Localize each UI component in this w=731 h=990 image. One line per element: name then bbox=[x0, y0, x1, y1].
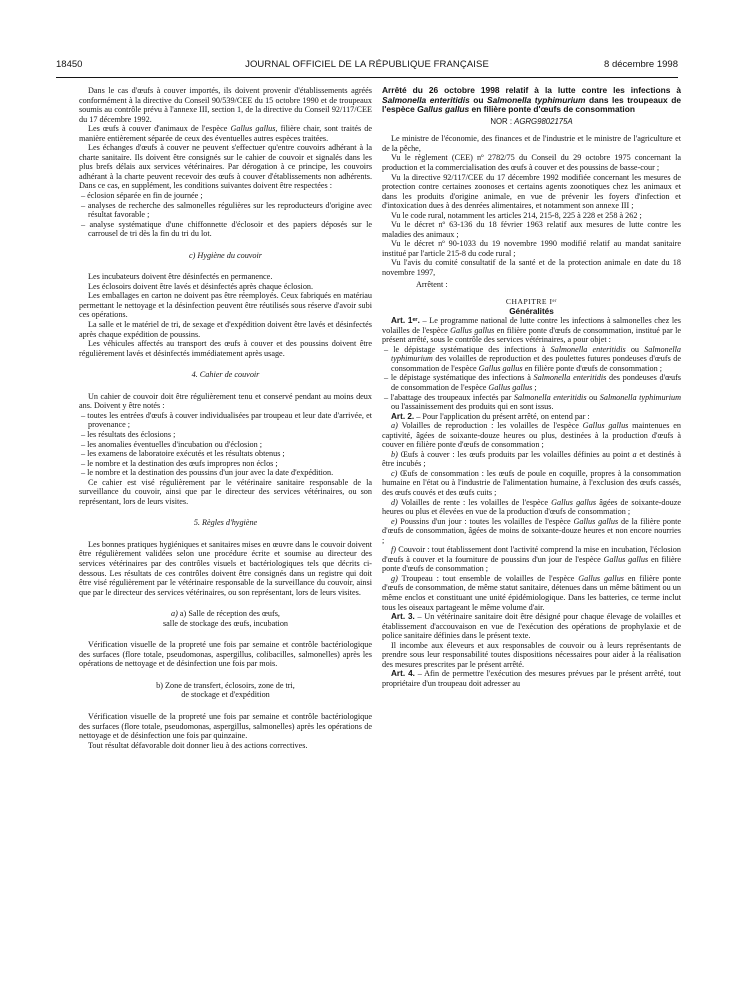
definition: f) Couvoir : tout établissement dont l'activité comprend la mise en incubation, l'éclosion d'œufs à couver et la fourniture de poussins d'un jour de l'espèce Gallus gallus en filière ponte d'œufs de consommation ; bbox=[382, 545, 681, 574]
issue-date: 8 décembre 1998 bbox=[604, 59, 678, 70]
paragraph: Il incombe aux éleveurs et aux responsables de couvoir ou à leurs représentants de prendre sous leur responsabilité toutes dispositions nécessaires pour aider à la réalisation des mesures prescrites par le présent arrêté. bbox=[382, 640, 681, 669]
list-item: – le dépistage systématique des infections à Salmonella enteritidis ou Salmonella typhimurium des volailles de reproduction et des poulettes futures pondeuses d'œufs de consommation de l'espèce Gallus gallus en filière ponte d'œufs de consommation ; bbox=[384, 344, 681, 373]
paragraph: Un cahier de couvoir doit être régulièrement tenu et conservé pendant au moins deux ans. Doivent y être notés : bbox=[79, 391, 372, 411]
paragraph: Dans le cas d'œufs à couver importés, ils doivent provenir d'établissements agréés conformément à la directive du Conseil 90/539/CEE du 15 octobre 1990 et de troupeaux soumis au contrôle prévu à l'annexe III, section 1, de la directive du Conseil 92/117/CEE du 17 décembre 1992. bbox=[79, 86, 372, 124]
definition: a) Volailles de reproduction : les volailles de l'espèce Gallus gallus maintenues en captivité, âgées de soixante-douze heures ou plus, destinées à la production d'œufs à couver en filière ponte d'œufs de consommation ; bbox=[382, 421, 682, 450]
paragraph: Tout résultat défavorable doit donner lieu à des actions correctives. bbox=[88, 740, 308, 750]
paragraph: Vu le règlement (CEE) nº 2782/75 du Conseil du 29 octobre 1975 concernant la production et la commercialisation des œufs à couver et des poussins de basse-cour ; bbox=[382, 153, 681, 172]
article-1: Art. 1ᵉʳ. – Le programme national de lutte contre les infections à salmonelles chez les volailles de l'espèce Gallus gallus en filière ponte d'œufs de consommation, institué par le présent arrêté, sous le contrôle des services vétérinaires, a pour objet : bbox=[382, 316, 681, 345]
list-item: – le nombre et la destination des poussins d'un jour avec la date d'expédition. bbox=[81, 468, 334, 478]
paragraph: Les bonnes pratiques hygiéniques et sanitaires mises en œuvre dans le couvoir doivent être régulièrement validées selon une procédure écrite et soumise au directeur des services vétérinaires par des contrôles visuels et bactériologiques tels que décrits ci-dessous. Les résultats de ces contrôles doivent être consignés dans un registre qui doit être visé régulièrement par le vétérinaire responsable de la surveillance du couvoir, ainsi que par le directeur des services vétérinaires, ou son représentant, lors de leurs visites. bbox=[79, 539, 372, 597]
decree-title: Arrêté du 26 octobre 1998 relatif à la lutte contre les infections à Salmonella enteritidis ou Salmonella typhimurium dans les troupeaux de l'espèce Gallus gallus en filière ponte d'œufs de consommation bbox=[382, 85, 681, 115]
paragraph: Vu la directive 92/117/CEE du 17 décembre 1992 modifiée concernant les mesures de protection contre certaines zoonoses et certains agents zoonotiques chez les animaux et dans les produits d'origine animale, en vue de prévenir les foyers d'infection et d'intoxication dues à des denrées alimentaires, et notamment son annexe III ; bbox=[382, 172, 681, 211]
paragraph: Les incubateurs doivent être désinfectés en permanence. bbox=[88, 272, 273, 282]
list-item: – le dépistage systématique des infections à Salmonella enteritidis des pondeuses d'œufs de consommation de l'espèce Gallus gallus ; bbox=[384, 373, 681, 392]
list-item: – éclosion séparée en fin de journée ; bbox=[81, 191, 203, 201]
article-3: Art. 3. – Un vétérinaire sanitaire doit être désigné pour chaque élevage de volailles et établissement d'accouvaison en vue de l'exécution des opérations de prophylaxie et de police sanitaire définies dans le présent texte. bbox=[382, 612, 681, 641]
list-item: – l'abattage des troupeaux infectés par Salmonella enteritidis ou Salmonella typhimurium ou l'assainissement des produits qui en sont issus. bbox=[384, 392, 682, 412]
right-column bbox=[382, 86, 681, 689]
paragraph: Ce cahier est visé régulièrement par le vétérinaire sanitaire responsable de la surveillance du couvoir, ainsi que par le directeur des services vétérinaires, ou son représentant, lors de leurs visites. bbox=[79, 477, 372, 506]
section-heading: 4. Cahier de couvoir bbox=[191, 370, 260, 380]
journal-title: JOURNAL OFFICIEL DE LA RÉPUBLIQUE FRANÇAISE bbox=[245, 59, 489, 70]
subsection-heading: b) Zone de transfert, éclosoirs, zone de tri, bbox=[156, 680, 295, 690]
article-2: Art. 2. – Pour l'application du présent arrêté, on entend par : bbox=[391, 411, 590, 421]
paragraph: Vu le décret nº 63-136 du 18 février 1963 relatif aux mesures de lutte contre les maladies des animaux ; bbox=[382, 220, 681, 239]
page-number: 18450 bbox=[56, 59, 83, 70]
paragraph: Vérification visuelle de la propreté une fois par semaine et contrôle bactériologique des surfaces (flore totale, pseudomonas, aspergillus, salmonelles) après les opérations de nettoyage et de désinfection une fois par quinzaine. bbox=[79, 711, 372, 741]
list-item: – les anomalies éventuelles d'incubation ou d'éclosion ; bbox=[81, 439, 262, 449]
definition: c) Œufs de consommation : les œufs de poule en coquille, propres à la consommation humaine en l'état ou à l'industrie de l'alimentation humaine, à l'exclusion des œufs cassés, des œufs couvés et des œufs cuits ; bbox=[382, 468, 681, 498]
subsection-heading: salle de stockage des œufs, incubation bbox=[162, 618, 289, 628]
paragraph: Vu l'avis du comité consultatif de la santé et de la protection animale en date du 18 novembre 1997, bbox=[382, 258, 681, 277]
paragraph: La salle et le matériel de tri, de sexage et d'expédition doivent être lavés et désinfectés après chaque expédition de poussins. bbox=[79, 320, 372, 339]
list-item: – le nombre et la destination des œufs impropres non éclos ; bbox=[81, 458, 278, 468]
paragraph: Vu le décret nº 90-1033 du 19 novembre 1990 modifié relatif au mandat sanitaire institué par l'article 215-8 du code rural ; bbox=[382, 239, 681, 258]
arretent: Arrêtent : bbox=[416, 279, 448, 289]
section-heading: 5. Règles d'hygiène bbox=[193, 518, 258, 528]
subsection-heading: de stockage et d'expédition bbox=[181, 690, 270, 700]
article-4: Art. 4. – Afin de permettre l'exécution des mesures prévues par le présent arrêté, tout propriétaire d'un troupeau doit adresser au bbox=[382, 669, 681, 688]
paragraph: Vu le code rural, notamment les articles 214, 215-8, 225 à 228 et 258 à 262 ; bbox=[391, 210, 642, 220]
list-item: – analyses de recherche des salmonelles régulières sur les reproducteurs d'origine avec résultat favorable ; bbox=[81, 200, 372, 220]
paragraph: Les emballages en carton ne doivent pas être réemployés. Ceux fabriqués en matériau permettant le nettoyage et la désinfection peuvent être réutilisés sous réserve d'avoir subi ces opérations. bbox=[79, 291, 372, 320]
list-item: – analyse systématique d'une chiffonnette d'éclosoir et des papiers déposés sur le carrousel de tri dès la fin du tri du lot. bbox=[81, 219, 372, 239]
section-heading: c) Hygiène du couvoir bbox=[189, 250, 262, 260]
header-rule bbox=[56, 77, 678, 78]
chapter-title: Généralités bbox=[509, 306, 554, 316]
definition: g) Troupeau : tout ensemble de volailles de l'espèce Gallus gallus en filière ponte d'œufs de consommation, de même statut sanitaire, détenues dans un même bâtiment ou un même enclos et constituant une unité épidémiologique. Dans les batteries, ce terme inclut tous les oiseaux partageant le même volume d'air. bbox=[382, 573, 682, 612]
list-item: – toutes les entrées d'œufs à couver individualisées par troupeau et leur date d'arrivée, et provenance ; bbox=[81, 410, 372, 430]
paragraph: Vérification visuelle de la propreté une fois par semaine et contrôle bactériologique des surfaces (flore totale, pseudomonas, aspergillus, colibacilles, salmonelles) après les opérations de nettoyage et de désinfection une fois par mois. bbox=[79, 640, 372, 669]
subsection-heading: a) a) Salle de réception des œufs, bbox=[171, 609, 280, 619]
paragraph: Les véhicules affectés au transport des œufs à couver et des poussins doivent être régulièrement lavés et désinfectés immédiatement après usage. bbox=[79, 339, 372, 358]
paragraph: Les éclosoirs doivent être lavés et désinfectés après chaque éclosion. bbox=[88, 281, 314, 291]
definition: d) Volailles de rente : les volailles de l'espèce Gallus gallus âgées de soixante-douze heures ou plus et élevées en vue de la production d'œufs de consommation ; bbox=[382, 497, 681, 517]
chapter-heading: CHAPITRE Iᵉʳ bbox=[505, 297, 558, 307]
definition: e) Poussins d'un jour : toutes les volailles de l'espèce Gallus gallus de la filière ponte d'œufs de consommation, âgées de moins de soixante-douze heures et non encore nourries ; bbox=[382, 516, 681, 545]
definition: b) Œufs à couver : les œufs produits par les volailles définies au point a et destinés à être incubés ; bbox=[382, 449, 681, 469]
paragraph: Le ministre de l'économie, des finances et de l'industrie et le ministre de l'agriculture et de la pêche, bbox=[382, 134, 681, 153]
list-item: – les examens de laboratoire exécutés et les résultats obtenus ; bbox=[81, 449, 285, 459]
paragraph: Les œufs à couver d'animaux de l'espèce Gallus gallus, filière chair, sont traités de manière entièrement séparée de ceux des éventuelles autres espèces traitées. bbox=[79, 124, 372, 143]
paragraph: Les échanges d'œufs à couver ne peuvent s'effectuer qu'entre couvoirs adhérant à la charte sanitaire. Ils doivent être consignés sur le cahier de couvoir et signalés dans les plus brefs délais aux services vétérinaires. Par dérogation à ce principe, les couvoirs adhérant à la charte peuvent recevoir des œufs à couver d'établissements non adhérents. Dans ce cas, en supplément, les conditions suivantes doivent être respectées : bbox=[79, 143, 372, 191]
left-column bbox=[79, 86, 372, 750]
page-header bbox=[56, 57, 678, 73]
nor-reference: NOR : AGRG9802175A bbox=[490, 116, 573, 126]
list-item: – les résultats des éclosions ; bbox=[81, 429, 176, 439]
